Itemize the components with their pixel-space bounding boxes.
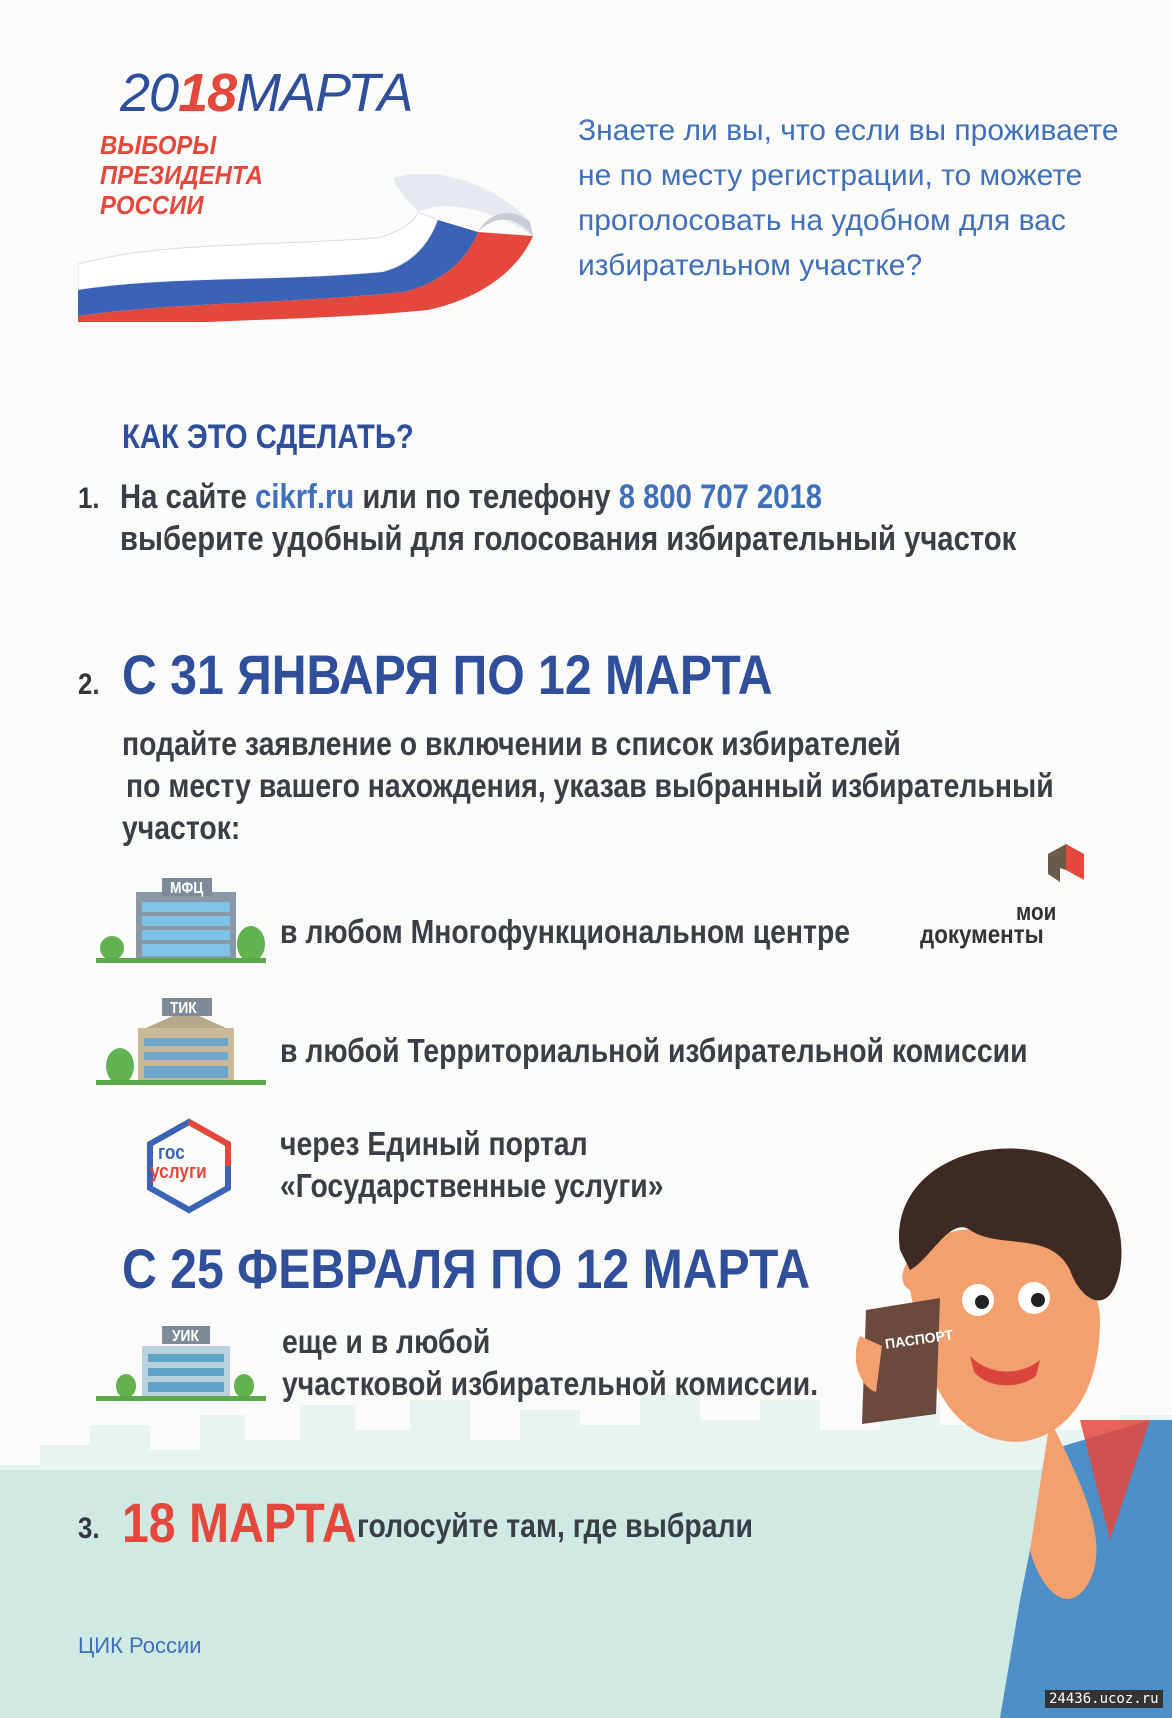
logo-title: 2018МАРТА <box>120 63 413 123</box>
moi-documenty-bottom: документы <box>920 919 1044 949</box>
step2-date: С 31 ЯНВАРЯ ПО 12 МАРТА <box>122 643 773 706</box>
step2-number: 2. <box>78 668 100 701</box>
option-gosuslugi-line2: «Государственные услуги» <box>280 1167 664 1204</box>
step1-number: 1. <box>78 482 100 515</box>
step3-text: голосуйте там, где выбрали <box>357 1507 753 1544</box>
option-gosuslugi-line1: через Единый портал <box>280 1125 588 1162</box>
site-link[interactable]: cikrf.ru <box>255 478 355 516</box>
watermark: 24436.ucoz.ru <box>1045 1690 1163 1708</box>
uik-line1: еще и в любой <box>282 1323 491 1360</box>
step3-number: 3. <box>78 1512 100 1545</box>
russian-flag-ribbon-icon <box>78 172 538 322</box>
step2-date2: С 25 ФЕВРАЛЯ ПО 12 МАРТА <box>122 1237 811 1300</box>
step2-line3: участок: <box>122 809 241 846</box>
passport-label: ПАСПОРТ <box>884 1326 955 1352</box>
gosuslugi-top: гос <box>158 1142 185 1164</box>
passport-icon <box>856 1296 948 1426</box>
tik-icon-label: ТИК <box>170 1000 197 1017</box>
gosuslugi-bottom: услуги <box>150 1161 207 1183</box>
step3-date: 18 МАРТА <box>122 1491 357 1554</box>
step1-line2: выберите удобный для голосования избирательный участок <box>120 520 1017 558</box>
phone-number[interactable]: 8 800 707 2018 <box>618 478 823 516</box>
uik-icon-label: УИК <box>172 1328 199 1345</box>
step2-line1: подайте заявление о включении в список избирателей <box>122 725 901 762</box>
moi-documenty-top: мои <box>1016 899 1057 926</box>
howto-title: КАК ЭТО СДЕЛАТЬ? <box>122 418 414 456</box>
logo-subtitle: ВЫБОРЫ ПРЕЗИДЕНТА РОССИИ <box>100 130 263 220</box>
option-mfc-text: в любом Многофункциональном центре <box>280 913 851 950</box>
moi-documenty-logo-icon <box>1046 842 1086 890</box>
footer-cik: ЦИК России <box>78 1633 202 1658</box>
mfc-icon-label: МФЦ <box>170 880 204 897</box>
option-tik-text: в любой Территориальной избирательной комиссии <box>280 1032 1028 1069</box>
intro-question: Знаете ли вы, что если вы проживаете не по месту регистрации, то можете проголосовать на удобном для вас избирательном участке? <box>578 114 1119 282</box>
step1-text: На сайте cikrf.ru или по телефону 8 800 707 2018 выберите удобный для голосования избирательный участок <box>120 478 1017 558</box>
uik-line2: участковой избирательной комиссии. <box>282 1365 819 1402</box>
step2-line2: по месту вашего нахождения, указав выбранный избирательный <box>126 767 1054 804</box>
